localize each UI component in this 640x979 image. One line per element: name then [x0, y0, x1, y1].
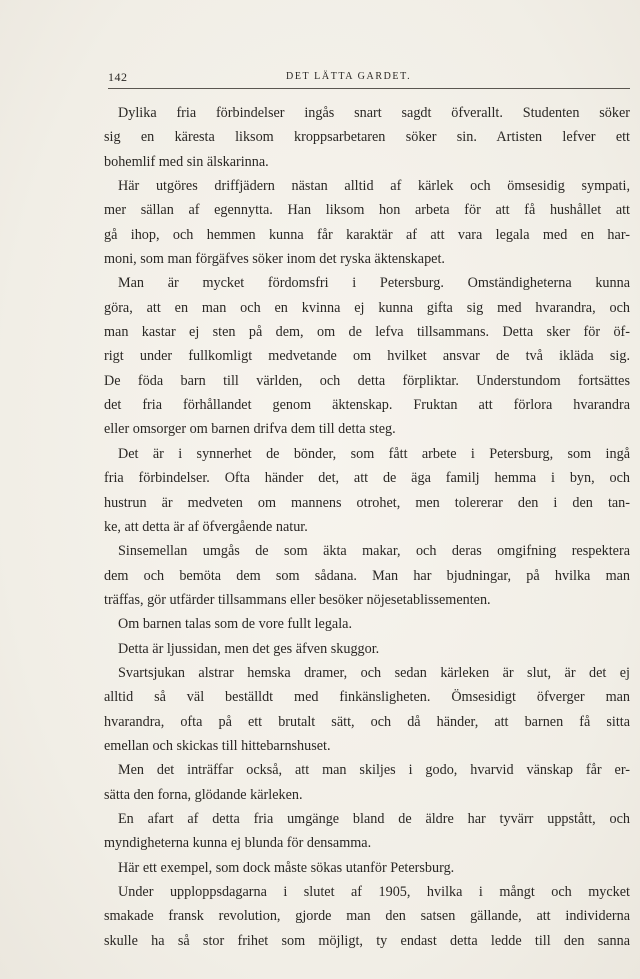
- text-line: emellan och skickas till hittebarnshuset.: [104, 737, 331, 754]
- text-line: eller omsorger om barnen drifva dem till detta steg.: [104, 421, 396, 438]
- text-line: Under upploppsdagarna i slutet af 1905, hvilka i mångt och mycket: [118, 884, 630, 900]
- text-line: En afart af detta fria umgänge bland de äldre har tyvärr uppstått, och: [118, 810, 630, 827]
- text-line: Dylika fria förbindelser ingås snart sagdt öfverallt. Studenten söker: [118, 105, 630, 121]
- page-number: 142: [108, 70, 128, 84]
- text-line: Om barnen talas som de vore fullt legala.: [118, 616, 353, 633]
- text-line: rigt under fullkomligt medvetande om hvilket ansvar de två ikläda sig.: [104, 348, 630, 365]
- text-line: dem och bemöta dem som sådana. Man har bjudningar, på hvilka man: [104, 567, 630, 584]
- running-head: DET LÄTTA GARDET.: [286, 71, 412, 82]
- text-line: mer sällan af egennytta. Han liksom hon arbeta för att få hushållet att: [104, 202, 630, 219]
- text-line: Här ett exempel, som dock måste sökas utanför Petersburg.: [118, 859, 455, 876]
- text-line: sig en käresta liksom kroppsarbetaren söker sin. Artisten lefver ett: [104, 129, 630, 146]
- text-line: Det är i synnerhet de bönder, som fått arbete i Petersburg, som ingå: [118, 445, 630, 462]
- text-line: smakade fransk revolution, gjorde man den satsen gällande, att individerna: [104, 908, 630, 925]
- text-line: skulle ha så stor frihet som möjligt, ty endast detta ledde till den sanna: [104, 932, 630, 949]
- text-line: De föda barn till världen, och detta förpliktar. Understundom fortsättes: [104, 372, 630, 389]
- text-line: ke, att detta är af öfvergående natur.: [104, 518, 308, 535]
- text-line: Svartsjukan alstrar hemska dramer, och sedan kärleken är slut, är det ej: [118, 664, 630, 681]
- page-header: [108, 70, 630, 88]
- text-line: alltid så väl beställdt med finkänsligheten. Ömsesidigt öfverger man: [104, 689, 630, 706]
- text-line: moni, som man förgäfves söker inom det ryska äktenskapet.: [104, 251, 445, 268]
- text-line: det fria förhållandet genom äktenskap. Fruktan att förlora hvarandra: [104, 397, 630, 414]
- text-line: gå ihop, och hemmen kunna får karaktär af att vara legala med en har-: [104, 226, 630, 243]
- text-line: man kastar ej sten på dem, om de lefva tillsammans. Detta sker för öf-: [104, 324, 630, 341]
- text-line: Man är mycket fördomsfri i Petersburg. Omständigheterna kunna: [118, 275, 630, 292]
- text-line: Sinsemellan umgås de som äkta makar, och deras omgifning respektera: [118, 543, 630, 560]
- body-text: [104, 101, 630, 953]
- text-line: Här utgöres driffjädern nästan alltid af kärlek och ömsesidig sympati,: [118, 178, 630, 195]
- text-line: bohemlif med sin älskarinna.: [104, 153, 269, 170]
- text-line: myndigheterna kunna ej blunda för densamma.: [104, 835, 372, 852]
- text-line: träffas, gör utfärder tillsammans eller besöker nöjesetablissementen.: [104, 591, 491, 608]
- text-line: Men det inträffar också, att man skiljes i godo, hvarvid vänskap får er-: [118, 762, 630, 779]
- text-line: sätta den forna, glödande kärleken.: [104, 786, 303, 803]
- text-line: hustrun är medveten om mannens otrohet, men tolererar den i den tan-: [104, 494, 630, 511]
- text-line: hvarandra, ofta på ett brutalt sätt, och då händer, att barnen få sitta: [104, 713, 630, 730]
- text-line: Detta är ljussidan, men det ges äfven skuggor.: [118, 640, 380, 657]
- text-line: göra, att en man och en kvinna ej kunna gifta sig med hvarandra, och: [104, 299, 630, 316]
- header-rule: [108, 88, 630, 89]
- text-line: fria förbindelser. Ofta händer det, att de äga familj hemma i byn, och: [104, 470, 630, 487]
